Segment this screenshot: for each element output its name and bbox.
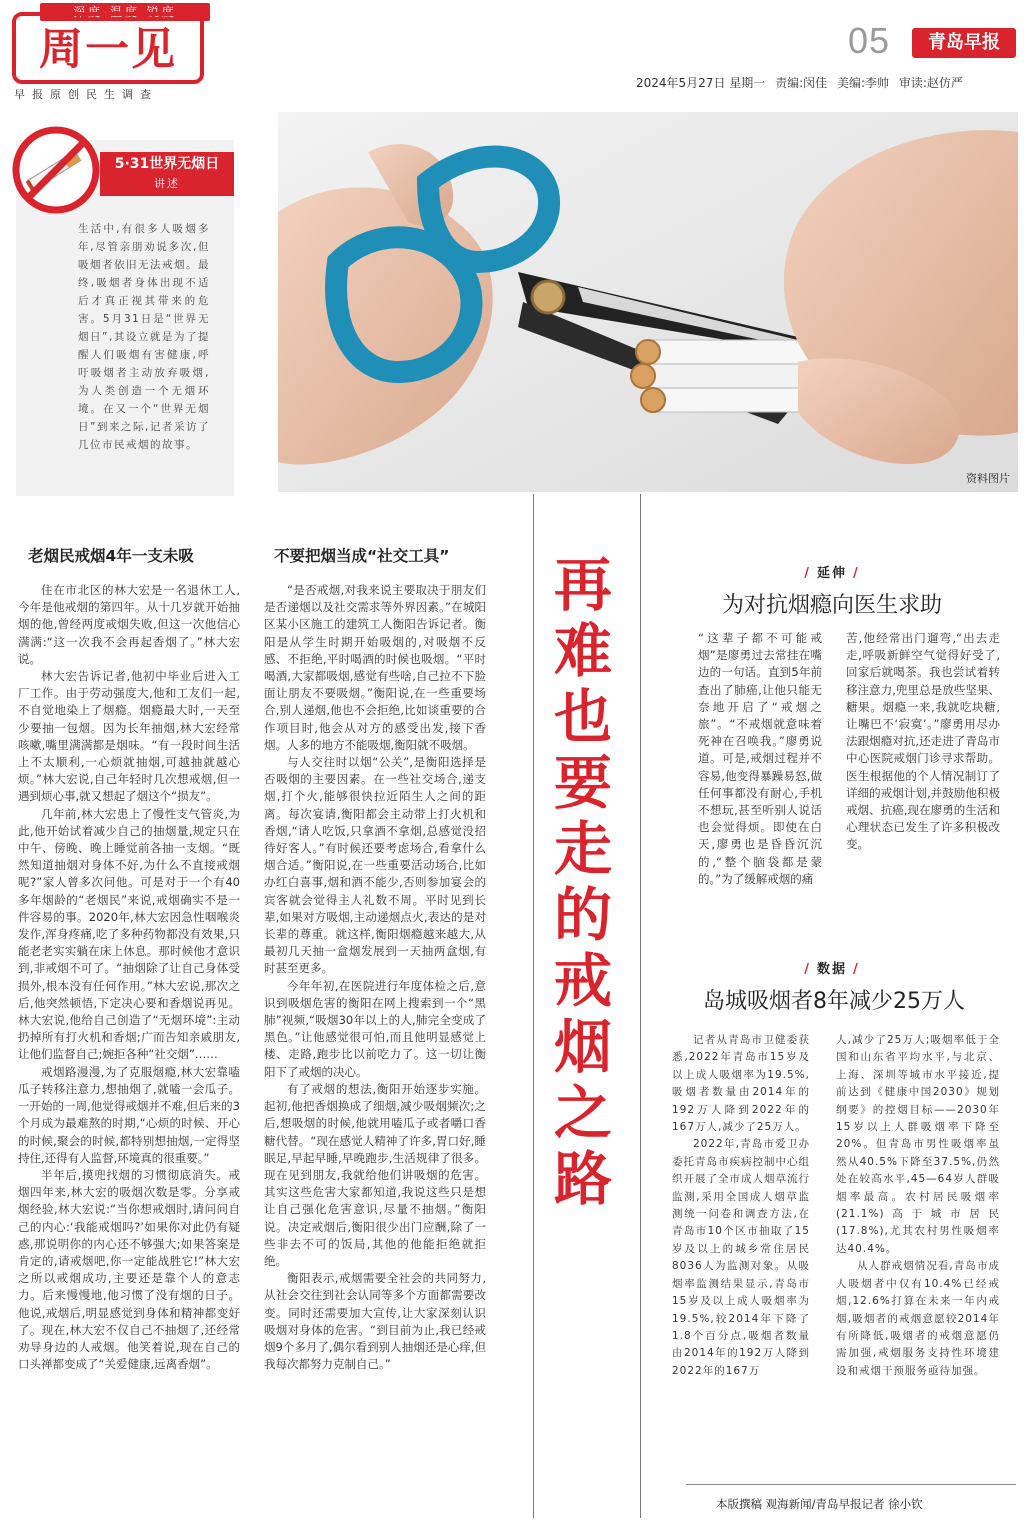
- story1-body: [18, 582, 240, 1373]
- column-logo-title: 周一见: [39, 24, 177, 75]
- scissors-cutting-cigarettes-illustration: [278, 112, 1018, 492]
- main-headline: 再难也要走的戒烟之路: [553, 551, 612, 1213]
- page-number: 05: [848, 20, 891, 61]
- story1-paragraph: 住在市北区的林大宏是一名退休工人,今年是他戒烟的第四年。从十几岁就开始抽烟的他,曾经两度戒烟失败,但这一次他信心满满:“这一次我不会再起香烟了。”林大宏说。: [18, 583, 240, 666]
- data-paragraph: 2022年,青岛市爱卫办委托青岛市疾病控制中心组织开展了全市成人烟草流行监测,采用全国成人烟草监测统一问卷和调查方法,在青岛市10个区市抽取了15岁及以上的城乡常住居民8036人为监测对象。从吸烟率监测结果显示,青岛市15岁及以上成人吸烟率为19.5%,较2014年下降了1.8个百分点,吸烟者数量由2014年的192万人降到2022年的167万: [672, 1138, 810, 1377]
- data-col2: [836, 1032, 1000, 1380]
- story1-paragraph: 林大宏告诉记者,他初中毕业后进入工厂工作。由于劳动强度大,他和工友们一起,不自觉地染上了烟瘾。烟瘾最大时,一天至少要抽一包烟。因为长年抽烟,林大宏经常咳嗽,嘴里满满都是烟味。“有一段时间生活上不太顺利,一心烦就抽烟,可越抽就越心烦。”林大宏说,自己年轻时几次想戒烟,但一遇到烦心事,就又想起了烟这个“损友”。: [18, 669, 240, 804]
- reviewer-credit: 审读:赵仿严: [898, 76, 963, 90]
- data-paragraph: 人,减少了25万人;吸烟率低于全国和山东省平均水平,与北京、上海、深圳等城市水平接近,提前达到《健康中国2030》规划纲要》的控烟目标——2030年15岁以上人群吸烟率下降至20%。但青岛市男性吸烟率虽然从40.5%下降至37.5%,仍然处在较高水平,45—64岁人群吸烟率最高。农村居民吸烟率(21.1%)高于城市居民(17.8%),尤其农村男性吸烟率达40.4%。: [836, 1034, 1000, 1255]
- intro-box-title-sub: 讲述: [154, 177, 180, 190]
- column-divider: [640, 494, 641, 1518]
- data-kicker: / 数据 /: [804, 962, 860, 977]
- story2-body: [264, 582, 486, 1373]
- intro-box-title-main: 5·31世界无烟日: [114, 156, 220, 172]
- intro-text: 生活中,有很多人吸烟多年,尽管亲朋劝说多次,但吸烟者依旧无法戒烟。最终,吸烟者身体出现不适后才真正视其带来的危害。5月31日是“世界无烟日”,其设立就是为了提醒人们吸烟有害健康,呼吁吸烟者主动放弃吸烟,为人类创造一个无烟环境。在又一个“世界无烟日”到来之际,记者采访了几位市民戒烟的故事。: [78, 223, 210, 451]
- column-divider: [533, 494, 534, 1518]
- extension-kicker: / 延伸 /: [804, 566, 860, 581]
- no-smoking-icon: [10, 124, 102, 216]
- story2-paragraph: 有了戒烟的想法,衡阳开始逐步实施。起初,他把香烟换成了细烟,减少吸烟频次;之后,想吸烟的时候,他就用嗑瓜子或者嚼口香糖代替。“现在感觉人精神了许多,胃口好,睡眠足,早起早睡,早晚跑步,生活规律了很多。现在见到朋友,我就给他们讲吸烟的危害。其实这些危害大家都知道,我说这些只是想让自己强化危害意识,尽量不抽烟。”衡阳说。决定戒烟后,衡阳很少出门应酬,除了一些非去不可的饭局,其他的他能拒绝就拒绝。: [264, 1081, 486, 1268]
- photo-credit: 资料图片: [966, 472, 1010, 485]
- intro-box: [16, 140, 234, 496]
- column-logo: [12, 12, 204, 84]
- data-col1: [672, 1032, 810, 1380]
- lead-photo: [278, 112, 1018, 492]
- editor-credit: 责编:闵佳: [775, 76, 828, 90]
- extension-col2: 苦,他经常出门遛弯,“出去走走,呼吸新鲜空气觉得好受了,回家后就喝茶。我也尝试着转移注意力,兜里总是放些坚果、糖果。烟瘾一来,我就吃块糖,让嘴巴不‘寂寞’。”廖勇用尽办法跟烟瘾对抗,还走进了青岛市中心医院戒烟门诊寻求帮助。医生根据他的个人情况制订了详细的戒烟计划,并鼓励他积极戒烟、抗癌,现在廖勇的生活和心理状态已发生了许多积极改变。: [846, 631, 1000, 852]
- story2-paragraph: “是否戒烟,对我来说主要取决于朋友们是否递烟以及社交需求等外界因素。”在城阳区某小区施工的建筑工人衡阳告诉记者。衡阳是从学生时期开始吸烟的,对吸烟不反感、不拒绝,平时喝酒的时候也吸烟。“平时喝酒,大家都吸烟,感觉有些啥,自己拉不下脸面让朋友不要吸烟。”衡阳说,在一些重要场合,别人递烟,他也不会拒绝,比如谈重要的合作项目时,他会从对方的感受出发,接下香烟。人多的地方不能吸烟,衡阳就不吸烟。: [264, 583, 486, 752]
- story1-subhead: 老烟民戒烟4年一支未吸: [28, 547, 194, 565]
- story2-subhead: 不要把烟当成“社交工具”: [274, 547, 450, 565]
- newspaper-logo: 青岛早报: [912, 28, 1016, 58]
- intro-box-title: [100, 152, 234, 196]
- masthead: [0, 0, 1024, 100]
- story1-paragraph: 戒烟路漫漫,为了克服烟瘾,林大宏靠嗑瓜子转移注意力,想抽烟了,就嗑一会瓜子。一开始的一周,他觉得戒烟并不难,但后来的3个月成为最难熬的时期,“心烦的时候、开心的时候,聚会的时候,都特别想抽烟,一定得坚持住,还得有人监督,环境真的很重要。”: [18, 1064, 240, 1165]
- logo-tagline: 深度 温度 锐度: [40, 3, 210, 21]
- story2-paragraph: 衡阳表示,戒烟需要全社会的共同努力,从社会交往到社会认同等多个方面都需要改变。同时还需要加大宣传,让大家深刻认识吸烟对身体的危害。“到目前为止,我已经戒烟9个多月了,偶尔看到别人抽烟还是心痒,但我每次都努力克制自己。”: [264, 1271, 486, 1372]
- data-kicker-label: 数据: [816, 962, 847, 977]
- designer-credit: 美编:李帅: [836, 76, 890, 90]
- story2-paragraph: 今年年初,在医院进行年度体检之后,意识到吸烟危害的衡阳在网上搜索到一个“黑肺”视频,“吸烟30年以上的人,肺完全变成了黑色。”让他感觉很可怕,而且他明显感觉上楼、走路,跑步比以前吃力了。这一切让衡阳下了戒烟的决心。: [264, 978, 486, 1079]
- data-title: 岛城吸烟者8年减少25万人: [703, 989, 965, 1014]
- issue-info: [636, 74, 969, 91]
- extension-kicker-label: 延伸: [816, 566, 847, 581]
- byline-rule: [686, 1484, 1016, 1485]
- story2-paragraph: 与人交往时以烟“公关”,是衡阳选择是否吸烟的主要因素。在一些社交场合,递支烟,打个火,能够很快拉近陌生人之间的距离。每次宴请,衡阳都会主动带上打火机和香烟,“请人吃饭,只拿酒不拿烟,总感觉没招待好客人。”有时候还要考虑场合,看拿什么烟合适。”衡阳说,在一些重要活动场合,比如办红白喜事,烟和酒不能少,否则参加宴会的宾客就会觉得主人礼数不周。平时见到长辈,如果对方吸烟,主动递烟点火,表达的是对长辈的尊重。就这样,衡阳烟瘾越来越大,从最初几天抽一盒烟发展到一天抽两盒烟,有时甚至更多。: [264, 755, 486, 976]
- story1-paragraph: 半年后,摸兜找烟的习惯彻底消失。戒烟四年来,林大宏的吸烟次数是零。分享戒烟经验,林大宏说:“当你想戒烟时,请问问自己的内心:‘我能戒烟吗?’如果你对此仍有疑惑,那说明你的内心还不够强大;如果答案是肯定的,请戒烟吧,你一定能战胜它!”林大宏之所以戒烟成功,主要还是靠个人的意志力。后来慢慢地,他习惯了没有烟的日子。他说,戒烟后,明显感觉到身体和精神都变好了。现在,林大宏不仅自己不抽烟了,还经常劝导身边的人戒烟。他笑着说,现在自己的口头禅都变成了“关爱健康,远离香烟”。: [18, 1167, 240, 1372]
- issue-date: 2024年5月27日 星期一: [636, 76, 766, 90]
- extension-col1: “这辈子都不可能戒烟”是廖勇过去常挂在嘴边的一句话。直到5年前查出了肺癌,让他只能无奈地开启了“戒烟之旅”。“不戒烟就意味着死神在召唤我。”廖勇说道。可是,戒烟过程并不容易,他变得暴躁易怒,做任何事都没有耐心,手机不想玩,甚至听别人说话也会觉得烦。即使在白天,廖勇也是昏昏沉沉的,“整个脑袋都是蒙的。”为了缓解戒烟的痛: [698, 631, 822, 886]
- story1-paragraph: 几年前,林大宏患上了慢性支气管炎,为此,他开始试着减少自己的抽烟量,规定只在中午、傍晚、晚上睡觉前各抽一支烟。“既然知道抽烟对身体不好,为什么不直接戒烟呢?”家人曾多次问他。可是对于一个有40多年烟龄的“老烟民”来说,戒烟确实不是一件容易的事。2020年,林大宏因急性咽喉炎发作,浑身疼痛,吃了多种药物都没有效果,只能老老实实躺在床上休息。那时候他才意识到,非戒烟不可了。“抽烟除了让自己身体受损外,根本没有任何作用。”林大宏说,那次之后,他突然顿悟,下定决心要和香烟说再见。林大宏说,他给自己创造了“无烟环境”:主动扔掉所有打火机和香烟;广而告知亲戚朋友,让他们监督自己;婉拒各种“社交烟”……: [18, 806, 240, 1062]
- extension-title: 为对抗烟瘾向医生求助: [721, 593, 942, 618]
- data-paragraph: 记者从青岛市卫健委获悉,2022年青岛市15岁及以上成人吸烟率为19.5%,吸烟者数量由2014年的192万人降到2022年的167万人,减少了25万人。: [672, 1034, 810, 1134]
- column-logo-subtitle: 早报原创民生调查: [14, 88, 158, 101]
- data-paragraph: 从人群戒烟情况看,青岛市成人吸烟者中仅有10.4%已经戒烟,12.6%打算在未来一年内戒烟,吸烟者的戒烟意愿较2014年有所降低,吸烟者的戒烟意愿仍需加强,戒烟服务支持性环境建设和戒烟干预服务亟待加强。: [836, 1260, 1000, 1377]
- byline: 本版撰稿 观海新闻/青岛早报记者 徐小钦: [716, 1497, 923, 1511]
